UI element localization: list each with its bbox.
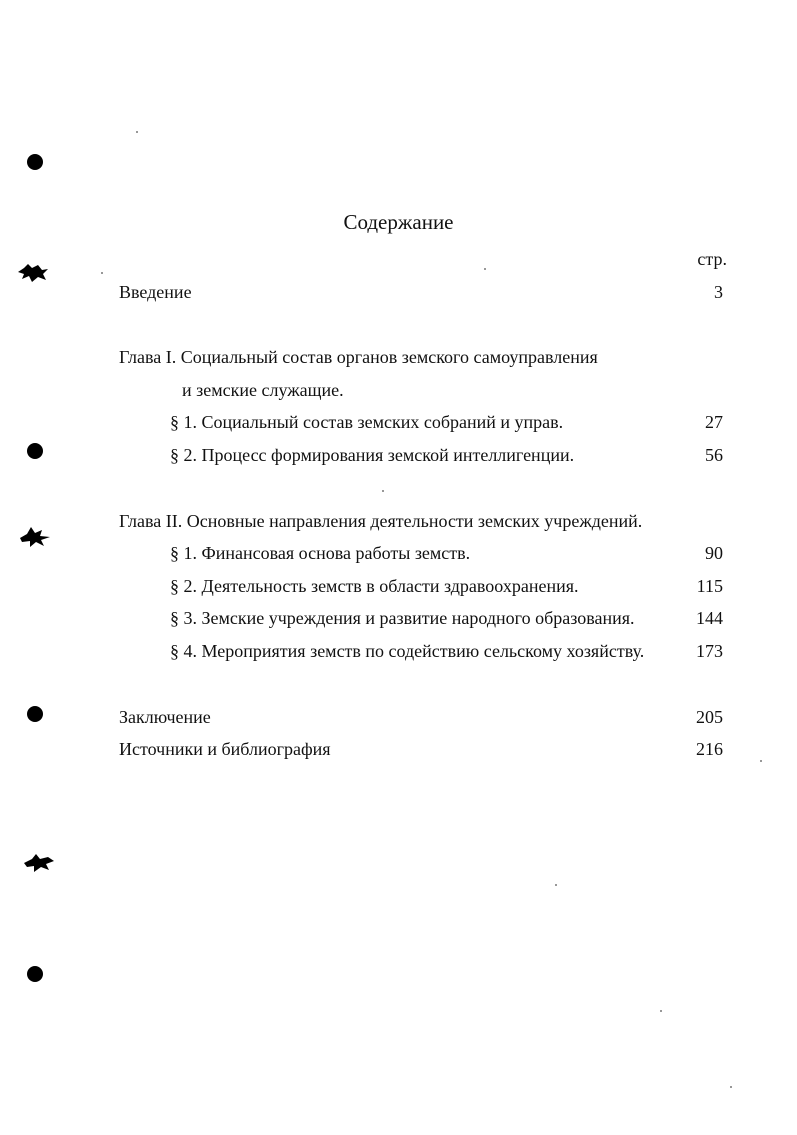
scan-speck — [760, 760, 762, 762]
toc-page-ch1-s1: 27 — [705, 412, 723, 432]
toc-ch2-section-3[interactable]: § 3. Земские учреждения и развитие народного образования. — [170, 608, 635, 628]
scan-speck — [136, 131, 138, 133]
toc-entry-sources[interactable]: Источники и библиография — [119, 739, 331, 759]
ink-blot-icon — [16, 262, 50, 284]
ink-blot-icon — [22, 852, 56, 874]
toc-chapter-1-heading[interactable]: Глава I. Социальный состав органов земского самоуправления — [119, 347, 598, 367]
toc-ch1-section-2[interactable]: § 2. Процесс формирования земской интеллигенции. — [170, 445, 575, 465]
toc-page-sources: 216 — [696, 739, 723, 759]
toc-ch2-section-1[interactable]: § 1. Финансовая основа работы земств. — [170, 543, 471, 563]
toc-ch2-section-4[interactable]: § 4. Мероприятия земств по содействию сельскому хозяйству. — [170, 641, 645, 661]
toc-page-ch2-s3: 144 — [696, 608, 723, 628]
page-title: Содержание — [343, 210, 454, 234]
toc-page-intro: 3 — [714, 282, 723, 302]
toc-chapter-1-heading-cont: и земские служащие. — [182, 380, 344, 400]
punch-hole — [27, 443, 43, 459]
toc-page-ch2-s1: 90 — [705, 543, 723, 563]
toc-ch1-section-1[interactable]: § 1. Социальный состав земских собраний и управ. — [170, 412, 564, 432]
toc-page-conclusion: 205 — [696, 707, 723, 727]
page-column-label: стр. — [697, 249, 727, 269]
toc-page-ch2-s4: 173 — [696, 641, 723, 661]
toc-entry-intro[interactable]: Введение — [119, 282, 192, 302]
punch-hole — [27, 966, 43, 982]
toc-ch2-section-2[interactable]: § 2. Деятельность земств в области здравоохранения. — [170, 576, 579, 596]
scan-speck — [555, 884, 557, 886]
scan-speck — [484, 268, 486, 270]
scan-speck — [660, 1010, 662, 1012]
punch-hole — [27, 706, 43, 722]
scan-speck — [101, 272, 103, 274]
toc-chapter-2-heading[interactable]: Глава II. Основные направления деятельности земских учреждений. — [119, 511, 643, 531]
toc-page-ch2-s2: 115 — [696, 576, 723, 596]
toc-entry-conclusion[interactable]: Заключение — [119, 707, 211, 727]
scan-speck — [382, 490, 384, 492]
ink-blot-icon — [18, 524, 52, 548]
scan-speck — [730, 1086, 732, 1088]
punch-hole — [27, 154, 43, 170]
toc-page-ch1-s2: 56 — [705, 445, 723, 465]
